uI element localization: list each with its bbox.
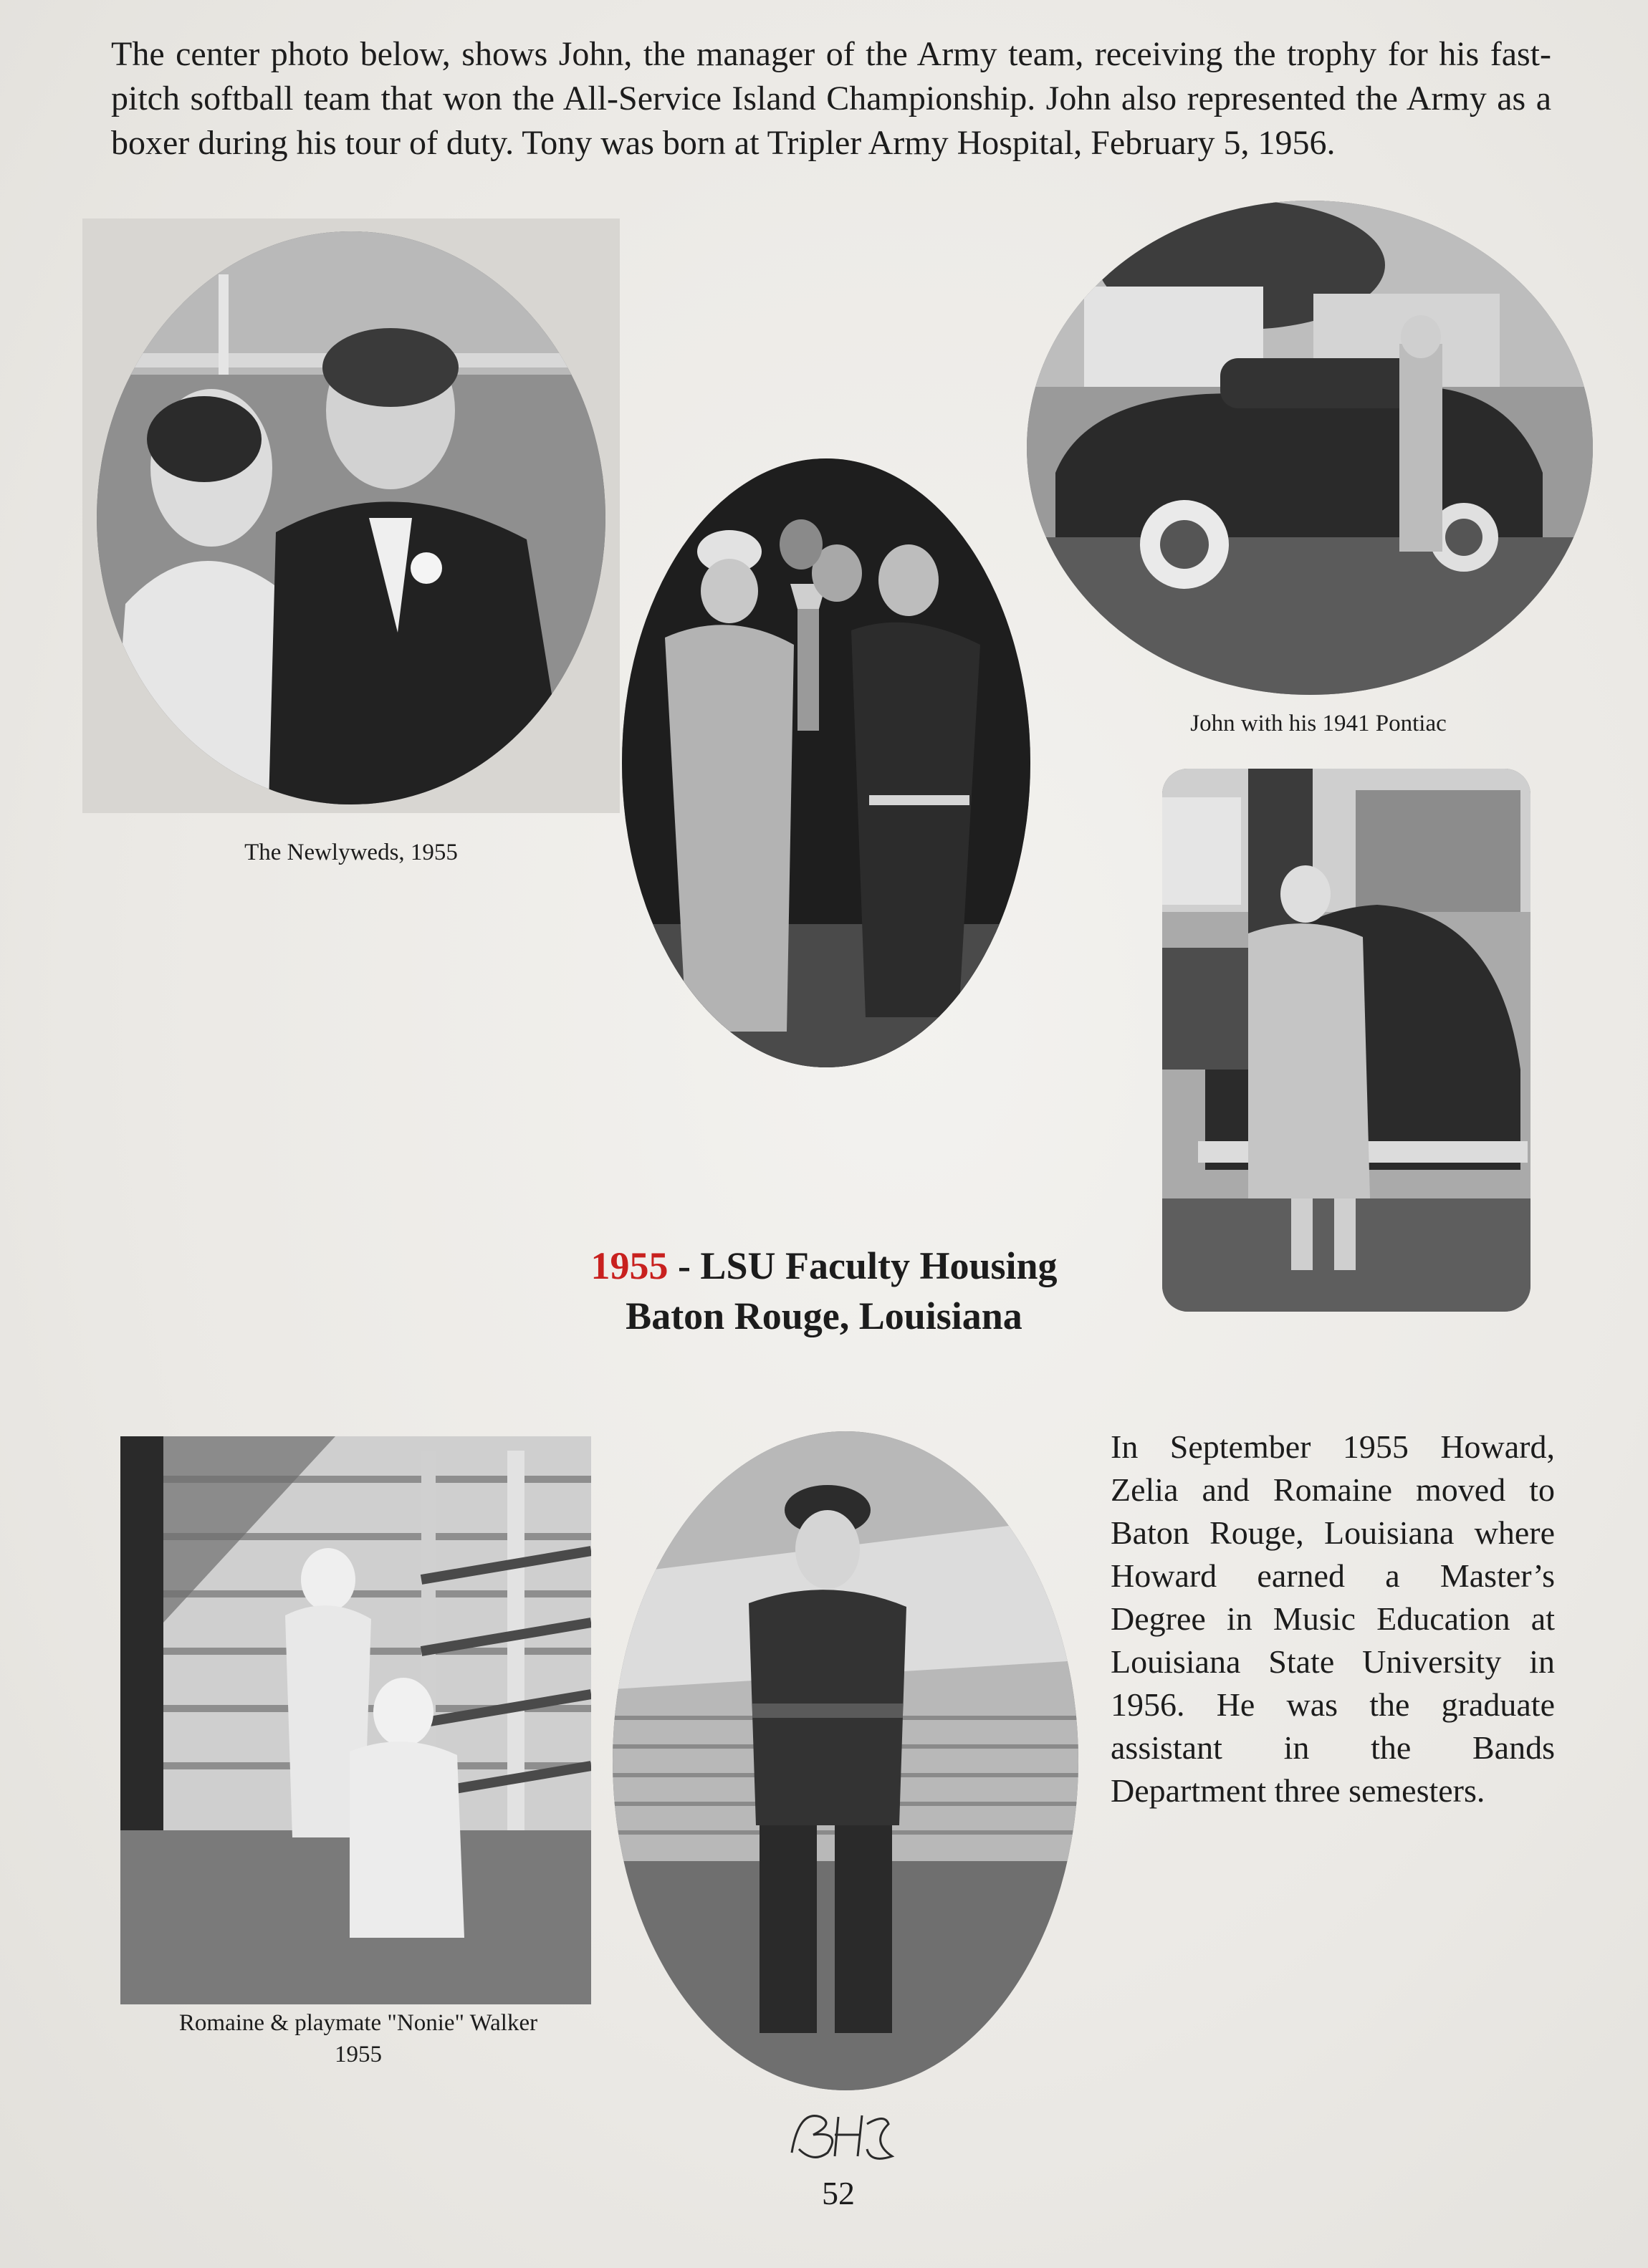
trophy-presentation-photo-icon — [622, 458, 1030, 1067]
monogram-signature-icon — [777, 2103, 899, 2167]
soldier-car-photo — [1162, 769, 1530, 1312]
heading-line-1 — [502, 1241, 1146, 1291]
children-caption — [107, 2007, 609, 2070]
body-paragraph: In September 1955 Howard, Zelia and Romaine moved to Baton Rouge, Louisiana where Howard earned a Master’s Degree in Music Education at Louisiana State University in 1956. He was the graduate assistant in the Bands Department three semesters. — [1111, 1428, 1555, 1809]
children-photo — [120, 1436, 591, 2004]
pontiac-photo — [1027, 201, 1593, 695]
heading-title: - LSU Faculty Housing — [668, 1244, 1058, 1287]
wedding-couple-photo-icon — [97, 231, 605, 804]
trophy-photo — [622, 458, 1030, 1067]
newlyweds-caption: The Newlyweds, 1955 — [244, 840, 458, 865]
uniform-photo — [613, 1431, 1078, 2090]
vintage-car-photo-icon — [1027, 201, 1593, 695]
man-in-uniform-photo-icon — [613, 1431, 1078, 2090]
newlyweds-photo — [82, 218, 620, 813]
heading-line-2: Baton Rouge, Louisiana — [626, 1294, 1022, 1337]
children-on-steps-photo-icon — [120, 1436, 591, 2004]
section-heading — [502, 1241, 1146, 1341]
soldier-with-car-photo-icon — [1162, 769, 1530, 1312]
page-number: 52 — [822, 2175, 855, 2211]
heading-year: 1955 — [590, 1244, 669, 1287]
intro-paragraph: The center photo below, shows John, the manager of the Army team, receiving the trophy for his fast-pitch softball team that won the All-Service Island Championship. John also represented the Army as a boxer during his tour of duty. Tony was born at Tripler Army Hospital, February 5, 1956. — [111, 35, 1551, 162]
pontiac-caption: John with his 1941 Pontiac — [1190, 711, 1447, 736]
children-caption-line-1: Romaine & playmate "Nonie" Walker — [178, 2010, 538, 2036]
children-caption-line-2: 1955 — [335, 2042, 382, 2067]
